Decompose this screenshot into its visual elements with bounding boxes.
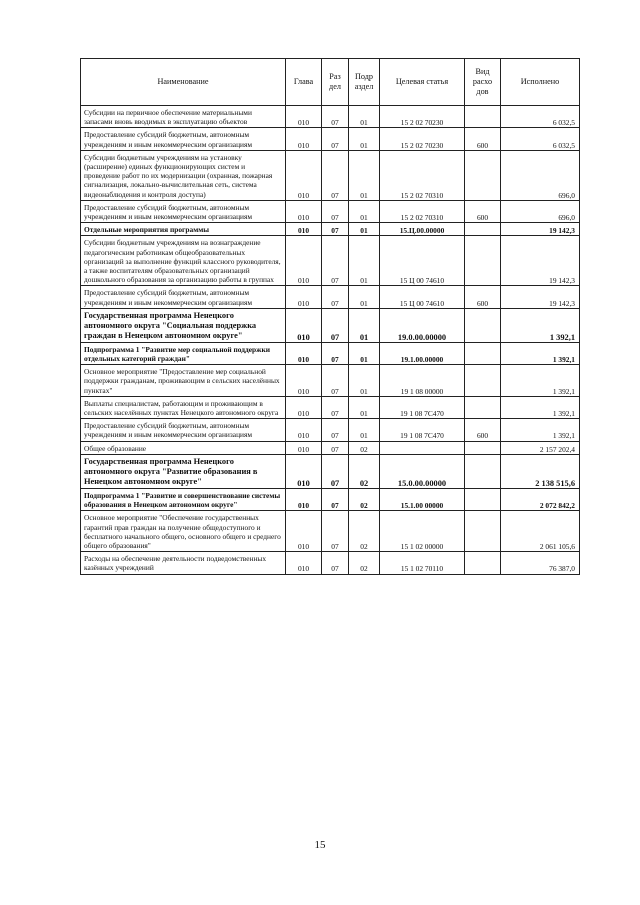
row-target-cell: 19.0.00.00000 (380, 308, 465, 342)
row-section-cell: 07 (322, 286, 349, 308)
row-section-cell: 07 (322, 396, 349, 418)
row-type-cell (465, 511, 501, 552)
row-section-cell: 07 (322, 236, 349, 286)
row-name-cell: Субсидии на первичное обеспечение материальными запасами вновь вводимых в эксплуатацию объектов (81, 106, 286, 128)
row-section-cell: 07 (322, 419, 349, 441)
budget-table (80, 58, 580, 575)
row-done-cell: 696,0 (501, 200, 580, 222)
row-target-cell: 15.1.00 00000 (380, 488, 465, 510)
row-subsection-cell: 02 (349, 488, 380, 510)
row-name-cell: Выплаты специалистам, работающим и проживающим в сельских населённых пунктах Ненецкого автономного округа (81, 396, 286, 418)
row-subsection-cell: 01 (349, 396, 380, 418)
row-section-cell: 07 (322, 200, 349, 222)
row-type-cell (465, 150, 501, 200)
budget-table-sheet (80, 58, 579, 575)
row-section-cell: 07 (322, 454, 349, 488)
row-done-cell: 2 157 202,4 (501, 441, 580, 454)
row-chapter-cell: 010 (286, 200, 322, 222)
row-target-cell: 15 1 02 70110 (380, 552, 465, 574)
row-section-cell: 07 (322, 342, 349, 364)
row-done-cell: 1 392,1 (501, 308, 580, 342)
row-subsection-cell: 02 (349, 511, 380, 552)
row-subsection-cell: 01 (349, 286, 380, 308)
row-name-cell: Подпрограмма 1 "Развитие мер социальной поддержки отдельных категорий граждан" (81, 342, 286, 364)
row-section-cell: 07 (322, 106, 349, 128)
row-type-cell (465, 441, 501, 454)
col-header-chapter: Глава (286, 59, 322, 106)
row-target-cell: 15 1 02 00000 (380, 511, 465, 552)
row-target-cell: 15.Ц.00.00000 (380, 223, 465, 236)
row-name-cell: Предоставление субсидий бюджетным, автономным учреждениям и иным некоммерческим организациям (81, 419, 286, 441)
row-done-cell: 1 392,1 (501, 396, 580, 418)
col-header-name: Наименование (81, 59, 286, 106)
table-row (81, 236, 580, 286)
row-type-cell: 600 (465, 286, 501, 308)
row-type-cell (465, 552, 501, 574)
row-chapter-cell: 010 (286, 396, 322, 418)
row-subsection-cell: 02 (349, 454, 380, 488)
row-name-cell: Отдельные мероприятия программы (81, 223, 286, 236)
row-subsection-cell: 01 (349, 223, 380, 236)
row-done-cell: 76 387,0 (501, 552, 580, 574)
row-done-cell: 1 392,1 (501, 342, 580, 364)
page-number: 15 (314, 839, 326, 851)
col-header-section: Раз дел (322, 59, 349, 106)
row-subsection-cell: 01 (349, 150, 380, 200)
row-type-cell (465, 106, 501, 128)
row-target-cell: 15 2 02 70310 (380, 150, 465, 200)
row-type-cell (465, 396, 501, 418)
row-section-cell: 07 (322, 308, 349, 342)
row-section-cell: 07 (322, 511, 349, 552)
table-row (81, 441, 580, 454)
row-done-cell: 696,0 (501, 150, 580, 200)
row-done-cell: 1 392,1 (501, 365, 580, 397)
row-type-cell: 600 (465, 419, 501, 441)
row-target-cell: 15 2 02 70230 (380, 106, 465, 128)
row-subsection-cell: 01 (349, 106, 380, 128)
row-chapter-cell: 010 (286, 419, 322, 441)
row-type-cell: 600 (465, 200, 501, 222)
row-name-cell: Субсидии бюджетным учреждениям на вознаграждение педагогическим работникам общеобразовательных организаций за выполнение функций классного руководителя, а также воспитателям образовательных организаций дошкольного образования за организацию работы в группах (81, 236, 286, 286)
row-chapter-cell: 010 (286, 488, 322, 510)
row-name-cell: Подпрограмма 1 "Развитие и совершенствование системы образования в Ненецком автономном округе" (81, 488, 286, 510)
row-subsection-cell: 01 (349, 419, 380, 441)
row-subsection-cell: 01 (349, 200, 380, 222)
row-type-cell (465, 342, 501, 364)
row-name-cell: Расходы на обеспечение деятельности подведомственных казённых учреждений (81, 552, 286, 574)
row-section-cell: 07 (322, 150, 349, 200)
table-body (81, 106, 580, 575)
row-subsection-cell: 02 (349, 552, 380, 574)
row-name-cell: Предоставление субсидий бюджетным, автономным учреждениям и иным некоммерческим организациям (81, 286, 286, 308)
table-header-row (81, 59, 580, 106)
row-subsection-cell: 01 (349, 365, 380, 397)
row-target-cell: 19 1 08 7С470 (380, 396, 465, 418)
row-type-cell: 600 (465, 128, 501, 150)
row-target-cell: 19 1 08 7С470 (380, 419, 465, 441)
row-chapter-cell: 010 (286, 150, 322, 200)
table-row (81, 342, 580, 364)
row-subsection-cell: 01 (349, 342, 380, 364)
row-done-cell: 1 392,1 (501, 419, 580, 441)
table-row (81, 488, 580, 510)
row-done-cell: 19 142,3 (501, 286, 580, 308)
row-subsection-cell: 01 (349, 308, 380, 342)
row-target-cell: 15 2 02 70310 (380, 200, 465, 222)
col-header-subsection: Подр аздел (349, 59, 380, 106)
table-row (81, 365, 580, 397)
table-row (81, 396, 580, 418)
table-row (81, 150, 580, 200)
row-chapter-cell: 010 (286, 365, 322, 397)
row-subsection-cell: 01 (349, 236, 380, 286)
row-target-cell: 19 1 08 00000 (380, 365, 465, 397)
row-subsection-cell: 01 (349, 128, 380, 150)
row-done-cell: 6 032,5 (501, 128, 580, 150)
row-name-cell: Субсидии бюджетным учреждениям на установку (расширение) единых функционирующих систем и проведение работ по их модернизации (охранная, пожарная сигнализация, локально-вычислительная сеть, система видеонаблюдения и контроля доступа) (81, 150, 286, 200)
table-row (81, 419, 580, 441)
table-row (81, 106, 580, 128)
row-subsection-cell: 02 (349, 441, 380, 454)
row-name-cell: Предоставление субсидий бюджетным, автономным учреждениям и иным некоммерческим организациям (81, 200, 286, 222)
row-target-cell: 19.1.00.00000 (380, 342, 465, 364)
table-row (81, 511, 580, 552)
row-chapter-cell: 010 (286, 106, 322, 128)
row-chapter-cell: 010 (286, 128, 322, 150)
row-target-cell: 15 Ц 00 74610 (380, 286, 465, 308)
row-chapter-cell: 010 (286, 511, 322, 552)
row-chapter-cell: 010 (286, 441, 322, 454)
row-type-cell (465, 223, 501, 236)
row-section-cell: 07 (322, 365, 349, 397)
row-type-cell (465, 488, 501, 510)
row-target-cell: 15 Ц 00 74610 (380, 236, 465, 286)
row-target-cell: 15.0.00.00000 (380, 454, 465, 488)
row-type-cell (465, 236, 501, 286)
row-type-cell (465, 365, 501, 397)
row-done-cell: 6 032,5 (501, 106, 580, 128)
row-type-cell (465, 308, 501, 342)
row-name-cell: Общее образование (81, 441, 286, 454)
table-row (81, 308, 580, 342)
row-chapter-cell: 010 (286, 223, 322, 236)
row-type-cell (465, 454, 501, 488)
table-row (81, 223, 580, 236)
col-header-done: Исполнено (501, 59, 580, 106)
col-header-target: Целевая статья (380, 59, 465, 106)
table-row (81, 454, 580, 488)
row-target-cell (380, 441, 465, 454)
row-chapter-cell: 010 (286, 552, 322, 574)
row-name-cell: Основное мероприятие "Обеспечение государственных гарантий прав граждан на получение общедоступного и бесплатного начального общего, основного общего и среднего общего образования" (81, 511, 286, 552)
row-done-cell: 2 138 515,6 (501, 454, 580, 488)
row-section-cell: 07 (322, 488, 349, 510)
row-chapter-cell: 010 (286, 286, 322, 308)
table-row (81, 128, 580, 150)
row-chapter-cell: 010 (286, 236, 322, 286)
table-row (81, 200, 580, 222)
row-chapter-cell: 010 (286, 342, 322, 364)
row-section-cell: 07 (322, 441, 349, 454)
row-section-cell: 07 (322, 552, 349, 574)
row-name-cell: Государственная программа Ненецкого автономного округа "Социальная поддержка граждан в Ненецком автономном округе" (81, 308, 286, 342)
row-done-cell: 19 142,3 (501, 223, 580, 236)
col-header-type: Вид расхо дов (465, 59, 501, 106)
row-done-cell: 2 072 842,2 (501, 488, 580, 510)
row-section-cell: 07 (322, 223, 349, 236)
row-done-cell: 19 142,3 (501, 236, 580, 286)
row-name-cell: Предоставление субсидий бюджетным, автономным учреждениям и иным некоммерческим организациям (81, 128, 286, 150)
row-chapter-cell: 010 (286, 454, 322, 488)
row-name-cell: Основное мероприятие "Предоставление мер социальной поддержки гражданам, проживающим в сельских населённых пунктах" (81, 365, 286, 397)
table-row (81, 286, 580, 308)
row-chapter-cell: 010 (286, 308, 322, 342)
table-row (81, 552, 580, 574)
row-target-cell: 15 2 02 70230 (380, 128, 465, 150)
row-done-cell: 2 061 105,6 (501, 511, 580, 552)
row-name-cell: Государственная программа Ненецкого автономного округа "Развитие образования в Ненецком автономном округе" (81, 454, 286, 488)
row-section-cell: 07 (322, 128, 349, 150)
